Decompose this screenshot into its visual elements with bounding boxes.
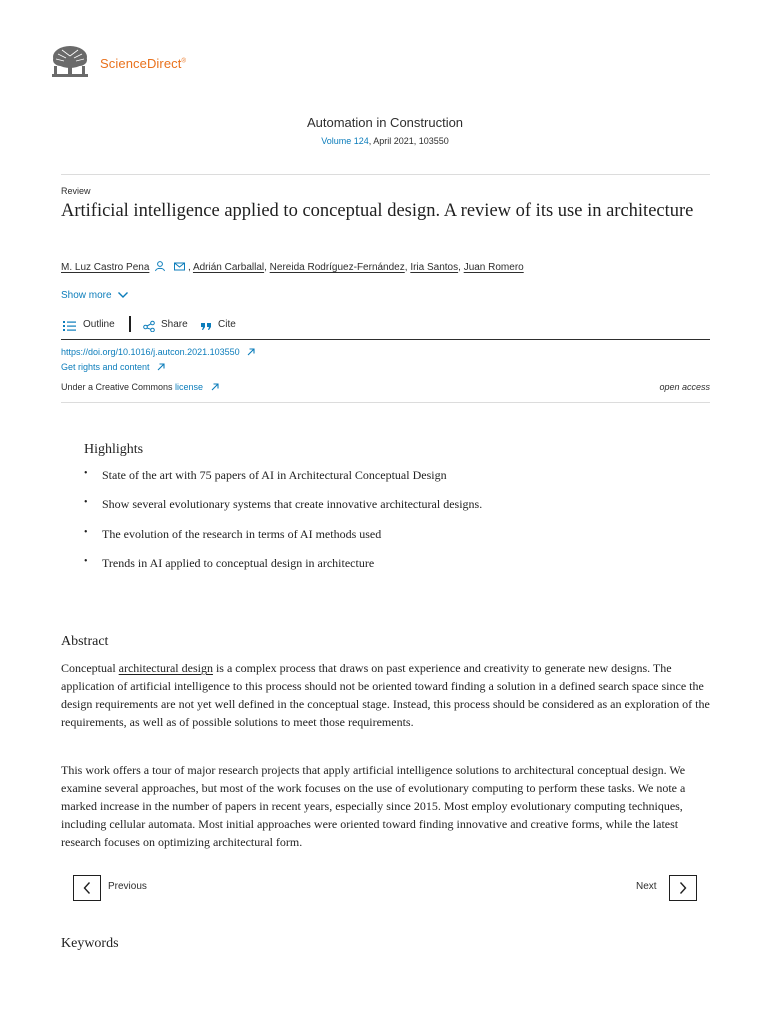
author-separator: ,	[404, 262, 408, 273]
journal-title[interactable]: Automation in Construction	[306, 115, 464, 130]
chevron-left-icon	[82, 881, 92, 895]
bullet: •	[84, 527, 88, 538]
license-prefix: Under a Creative Commons	[61, 382, 176, 392]
author-link[interactable]: Iria Santos	[410, 262, 459, 273]
previous-label[interactable]: Previous	[108, 881, 147, 892]
author-separator: ,	[187, 262, 191, 273]
license-line	[61, 382, 220, 392]
volume-date: , April 2021, 103550	[368, 136, 449, 146]
share-label: Share	[161, 318, 188, 330]
external-arrow-icon	[246, 347, 256, 357]
doi-text: https://doi.org/10.1016/j.autcon.2021.103550	[61, 347, 240, 357]
elsevier-logo[interactable]	[48, 44, 92, 80]
volume-link[interactable]: Volume 124	[321, 136, 369, 146]
author-link[interactable]: Adrián Carballal	[192, 262, 265, 273]
next-button[interactable]	[669, 875, 697, 901]
abstract-heading: Abstract	[61, 634, 109, 649]
sciencedirect-brand[interactable]	[100, 56, 186, 71]
author-link[interactable]: M. Luz Castro Pena	[61, 262, 150, 273]
brand-name: ScienceDirect	[100, 56, 182, 71]
share-button[interactable]	[143, 316, 188, 332]
next-label[interactable]: Next	[636, 881, 657, 892]
highlight-text: Trends in AI applied to conceptual design in architecture	[102, 556, 375, 570]
envelope-icon[interactable]	[173, 260, 186, 272]
author-link[interactable]: Juan Romero	[463, 262, 524, 273]
cite-label: Cite	[218, 318, 236, 330]
highlights-heading: Highlights	[84, 442, 144, 457]
toolbar-divider	[129, 316, 131, 332]
share-icon	[143, 320, 155, 332]
doi-link[interactable]	[61, 347, 256, 357]
outline-label: Outline	[83, 318, 115, 330]
chevron-down-icon	[117, 291, 129, 299]
bullet: •	[84, 497, 88, 508]
outline-button[interactable]	[63, 316, 115, 332]
cite-button[interactable]	[200, 316, 236, 332]
rights-text: Get rights and content	[61, 362, 150, 372]
highlight-text: State of the art with 75 papers of AI in Architectural Conceptual Design	[102, 468, 447, 482]
topic-link[interactable]: architectural design	[118, 661, 213, 675]
toolbar-rule	[61, 339, 710, 340]
highlight-text: The evolution of the research in terms of AI methods used	[102, 527, 382, 541]
previous-button[interactable]	[73, 875, 101, 901]
header-divider	[61, 174, 710, 175]
rights-link[interactable]	[61, 362, 166, 372]
author-link[interactable]: Nereida Rodríguez-Fernández	[269, 262, 405, 273]
bullet: •	[84, 468, 88, 479]
quote-icon	[200, 320, 212, 332]
author-list	[61, 260, 524, 273]
highlight-text: Show several evolutionary systems that create innovative architectural designs.	[102, 497, 483, 511]
external-arrow-icon	[156, 362, 166, 372]
author-separator: ,	[264, 262, 267, 273]
paragraph-text: is a complex process that draws on past experience and creativity to generate new designs. The application of artificial intelligence to this process should not be oriented toward finding a solution in a defined search space since the design requirements are not yet well defined in the conceptual stage. Instead, this process should be considered as an exploration of the requirements, as well as of possible solutions to meet those requirements.	[61, 661, 710, 729]
brand-mark: ®	[181, 58, 187, 65]
article-title: Artificial intelligence applied to conceptual design. A review of its use in architecture	[61, 201, 694, 221]
bullet: •	[84, 556, 88, 567]
abstract-paragraph: This work offers a tour of major research projects that apply artificial intelligence solutions to architectural conceptual design. We examine several approaches, but most of the work focuses on the use of evolutionary computing to perform these tasks. We note a marked increase in the number of papers in recent years, especially since 2015. Most employ evolutionary computing techniques, including cellular automata. Most initial approaches were oriented toward finding innovative and creative forms, while the latest research focuses on optimizing architectural form.	[61, 763, 686, 849]
abstract-paragraph	[61, 659, 711, 731]
article-toolbar	[61, 316, 361, 336]
external-arrow-icon	[210, 382, 220, 392]
meta-divider	[61, 402, 710, 403]
elsevier-tree-logo-icon	[48, 44, 92, 80]
outline-list-icon	[63, 320, 76, 332]
paragraph-text: Conceptual	[61, 661, 119, 675]
article-type: Review	[61, 186, 91, 196]
author-separator: ,	[458, 262, 461, 273]
person-icon[interactable]	[154, 260, 166, 272]
volume-info	[0, 136, 768, 146]
keywords-heading: Keywords	[61, 936, 119, 951]
license-link[interactable]: license	[175, 382, 204, 392]
show-more-label: Show more	[61, 290, 112, 301]
open-access-label: open access	[659, 382, 710, 392]
show-more-button[interactable]	[61, 290, 129, 301]
chevron-right-icon	[678, 881, 688, 895]
